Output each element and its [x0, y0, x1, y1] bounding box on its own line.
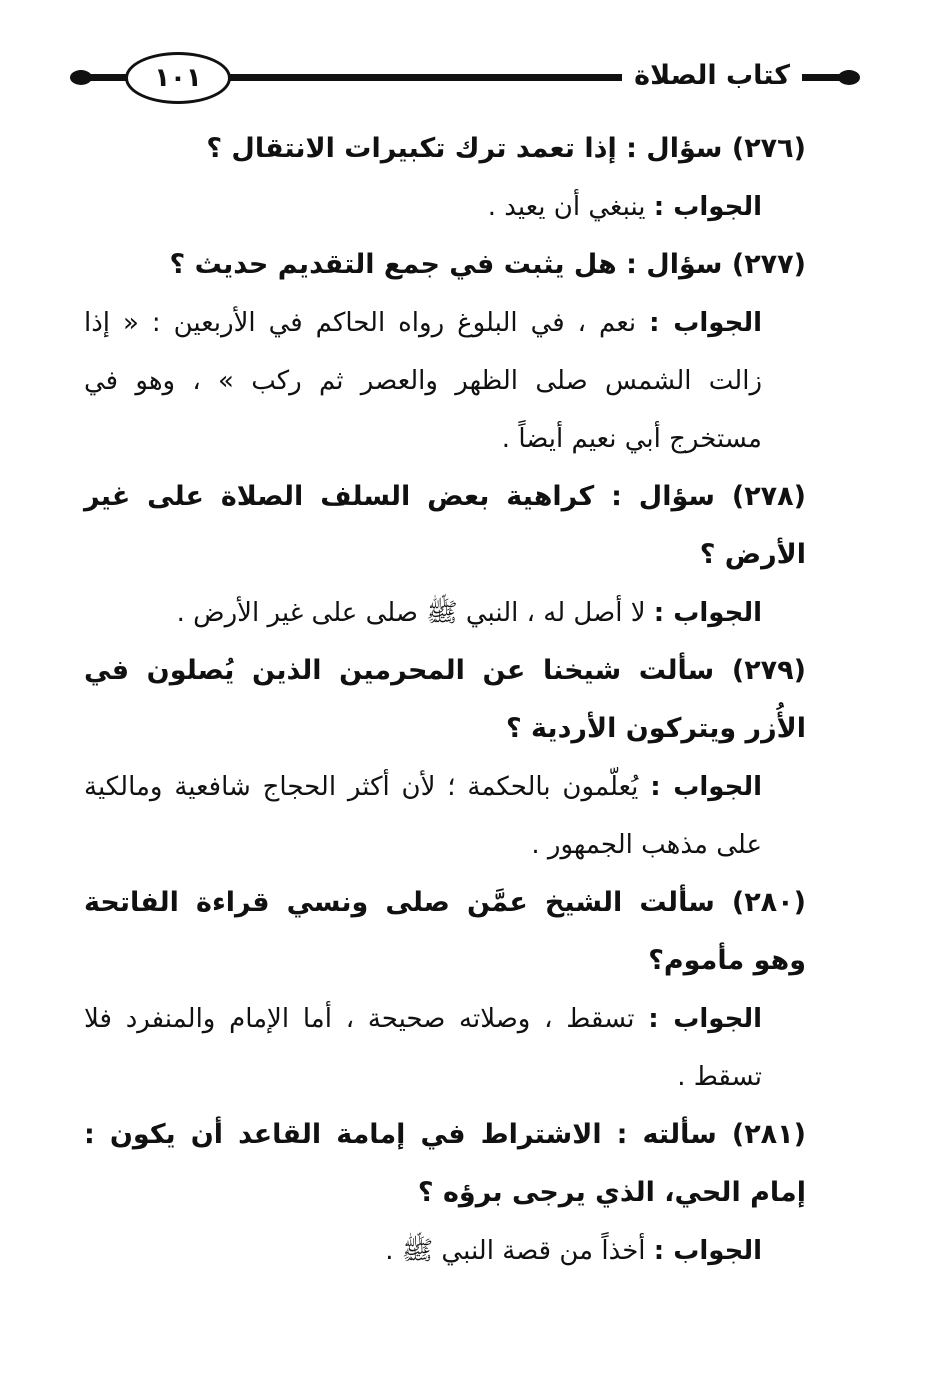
answer-281 — [84, 1222, 806, 1280]
qa-entry-281 — [84, 1106, 806, 1280]
page-body — [84, 120, 806, 1280]
answer-label: الجواب : — [648, 1004, 762, 1034]
answer-label: الجواب : — [649, 308, 763, 338]
page-number: ١٠١ — [125, 52, 231, 104]
qa-entry-276 — [84, 120, 806, 236]
answer-label: الجواب : — [650, 772, 762, 802]
qa-entry-280 — [84, 874, 806, 1106]
answer-280 — [84, 990, 806, 1106]
book-title: كتاب الصلاة — [622, 50, 802, 102]
answer-label: الجواب : — [653, 598, 762, 628]
question-281: (٢٨١) سألته : الاشتراط في إمامة القاعد أن يكون : إمام الحي، الذي يرجى برؤه ؟ — [84, 1119, 806, 1208]
answer-text: لا أصل له ، النبي ﷺ صلى على غير الأرض . — [176, 598, 646, 628]
header-rule-end-left — [70, 70, 92, 85]
question-280: (٢٨٠) سألت الشيخ عمَّن صلى ونسي قراءة الفاتحة وهو مأموم؟ — [84, 887, 806, 976]
question-277: (٢٧٧) سؤال : هل يثبت في جمع التقديم حديث ؟ — [169, 249, 806, 280]
question-276: (٢٧٦) سؤال : إذا تعمد ترك تكبيرات الانتقال ؟ — [206, 133, 806, 164]
answer-label: الجواب : — [653, 1236, 762, 1266]
answer-277 — [84, 294, 806, 468]
qa-entry-278 — [84, 468, 806, 642]
answer-text: يُعلّمون بالحكمة ؛ لأن أكثر الحجاج شافعية ومالكية على مذهب الجمهور . — [84, 772, 762, 860]
answer-text: أخذاً من قصة النبي ﷺ . — [385, 1236, 646, 1266]
answer-278 — [84, 584, 806, 642]
answer-label: الجواب : — [653, 192, 762, 222]
answer-text: ينبغي أن يعيد . — [487, 192, 646, 222]
qa-entry-279 — [84, 642, 806, 874]
question-279: (٢٧٩) سألت شيخنا عن المحرمين الذين يُصلون في الأُزر ويتركون الأردية ؟ — [84, 655, 806, 744]
answer-text: نعم ، في البلوغ رواه الحاكم في الأربعين : « إذا زالت الشمس صلى الظهر والعصر ثم ركب » ، وهو في مستخرج أبي نعيم أيضاً . — [84, 308, 762, 454]
running-header — [70, 50, 860, 106]
qa-entry-277 — [84, 236, 806, 468]
answer-279 — [84, 758, 806, 874]
header-rule-end-right — [838, 70, 860, 85]
answer-276 — [84, 178, 806, 236]
question-278: (٢٧٨) سؤال : كراهية بعض السلف الصلاة على غير الأرض ؟ — [84, 481, 806, 570]
answer-text: تسقط ، وصلاته صحيحة ، أما الإمام والمنفرد فلا تسقط . — [84, 1004, 762, 1092]
